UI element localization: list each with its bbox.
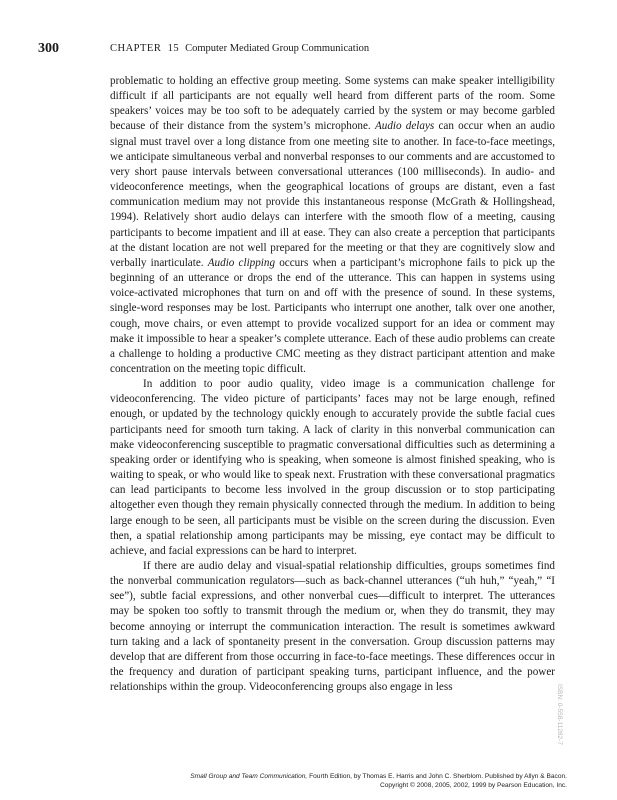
chapter-title: Computer Mediated Group Communication	[185, 43, 370, 54]
paragraph-text: can occur when an audio signal must travel over a long distance from one meeting site to another. In face-to-face meetings, we anticipate simultaneous verbal and nonverbal responses to our comments and are accustomed to very short pause intervals between conversational utterances (100 milliseconds). In audio- and videoconference meetings, when the geographical locations of groups are distant, even a fast communication medium may not provide this instantaneous response (McGrath & Hollingshead, 1994). Relatively short audio delays can interfere with the smooth flow of a meeting, causing participants to become impatient and ill at ease. They can also create a perception that participants at the distant location are not well prepared for the meeting or that they are cognitively slow and verbally inarticulate.	[110, 120, 555, 269]
paragraph-text: occurs when a participant’s microphone fails to pick up the beginning of an utterance or drops the end of the utterance. This can happen in systems using voice-activated microphones that turn on and off with the presence of sound. In these systems, single-word responses may be lost. Participants who interrupt one another, talk over one another, cough, move chairs, or even attempt to provide vocalized support for an idea or comment may make it impossible to hear a speaker’s complete utterance. Each of these audio problems can create a challenge to holding a productive CMC meeting as they distract participant attention and make concentration on the meeting topic difficult.	[110, 256, 555, 375]
running-header	[38, 41, 583, 57]
chapter-label: CHAPTER	[110, 43, 162, 54]
isbn-watermark: ISBN: 0-558-11282-7	[556, 684, 563, 745]
chapter-number: 15	[167, 43, 180, 54]
copyright-footer	[120, 772, 567, 790]
body-text	[110, 74, 555, 695]
paragraph-text: problematic to holding an effective group meeting. Some systems can make speaker intelligibility difficult if all participants are not equally well heard from different parts of the room. Some speakers’ voices may be too soft to be adequately carried by the system or may become garbled because of their distance from the system’s microphone.	[110, 75, 555, 133]
footer-line-1	[120, 772, 567, 781]
footer-book-title: Small Group and Team Communication,	[190, 773, 308, 780]
footer-line-2: Copyright © 2008, 2005, 2002, 1999 by Pearson Education, Inc.	[379, 782, 567, 789]
italic-term: Audio clipping	[207, 256, 276, 269]
paragraph-text: In addition to poor audio quality, video image is a communication challenge for videoconferencing. The video picture of participants’ faces may not be large enough, refined enough, or updated by the technology quickly enough to accurately provide the subtle facial cues participants need for smooth turn taking. A lack of clarity in this nonverbal communication can make videoconferencing susceptible to pragmatic conversational difficulties such as determining a speaking order or identifying who is speaking, when someone is almost finished speaking, who is waiting to speak, or who would like to speak next. Frustration with these conversational pragmatics can lead participants to become less involved in the group discussion or to stop participating altogether even though they remain physically connected through the medium. In addition to being large enough to be seen, all participants must be visible on the screen during the discussion. Even then, a spatial relationship among participants may be missing, eye contact may be difficult to achieve, and facial expressions can be hard to interpret.	[110, 378, 555, 557]
footer-publication: Fourth Edition, by Thomas E. Harris and John C. Sherblom. Published by Allyn & Bacon.	[307, 773, 567, 780]
chapter-heading	[110, 42, 369, 56]
paragraph	[110, 377, 555, 559]
page-number: 300	[38, 41, 59, 56]
italic-term: Audio delays	[374, 120, 435, 133]
paragraph-text: If there are audio delay and visual-spatial relationship difficulties, groups sometimes find the nonverbal communication regulators—such as back-channel utterances (“uh huh,” “yeah,” “I see”), subtle facial expressions, and other nonverbal cues—difficult to interpret. The utterances may be spoken too softly to transmit through the medium or, when they do transmit, they may become annoying or interrupt the communication interaction. The result is sometimes awkward turn taking and a lack of spontaneity present in the conversation. Group discussion patterns may develop that are different from those occurring in face-to-face meetings. These differences occur in the frequency and duration of participant speaking turns, participant influence, and the power relationships within the group. Videoconferencing groups also engage in less	[110, 560, 555, 694]
paragraph	[110, 559, 555, 695]
paragraph	[110, 74, 555, 377]
